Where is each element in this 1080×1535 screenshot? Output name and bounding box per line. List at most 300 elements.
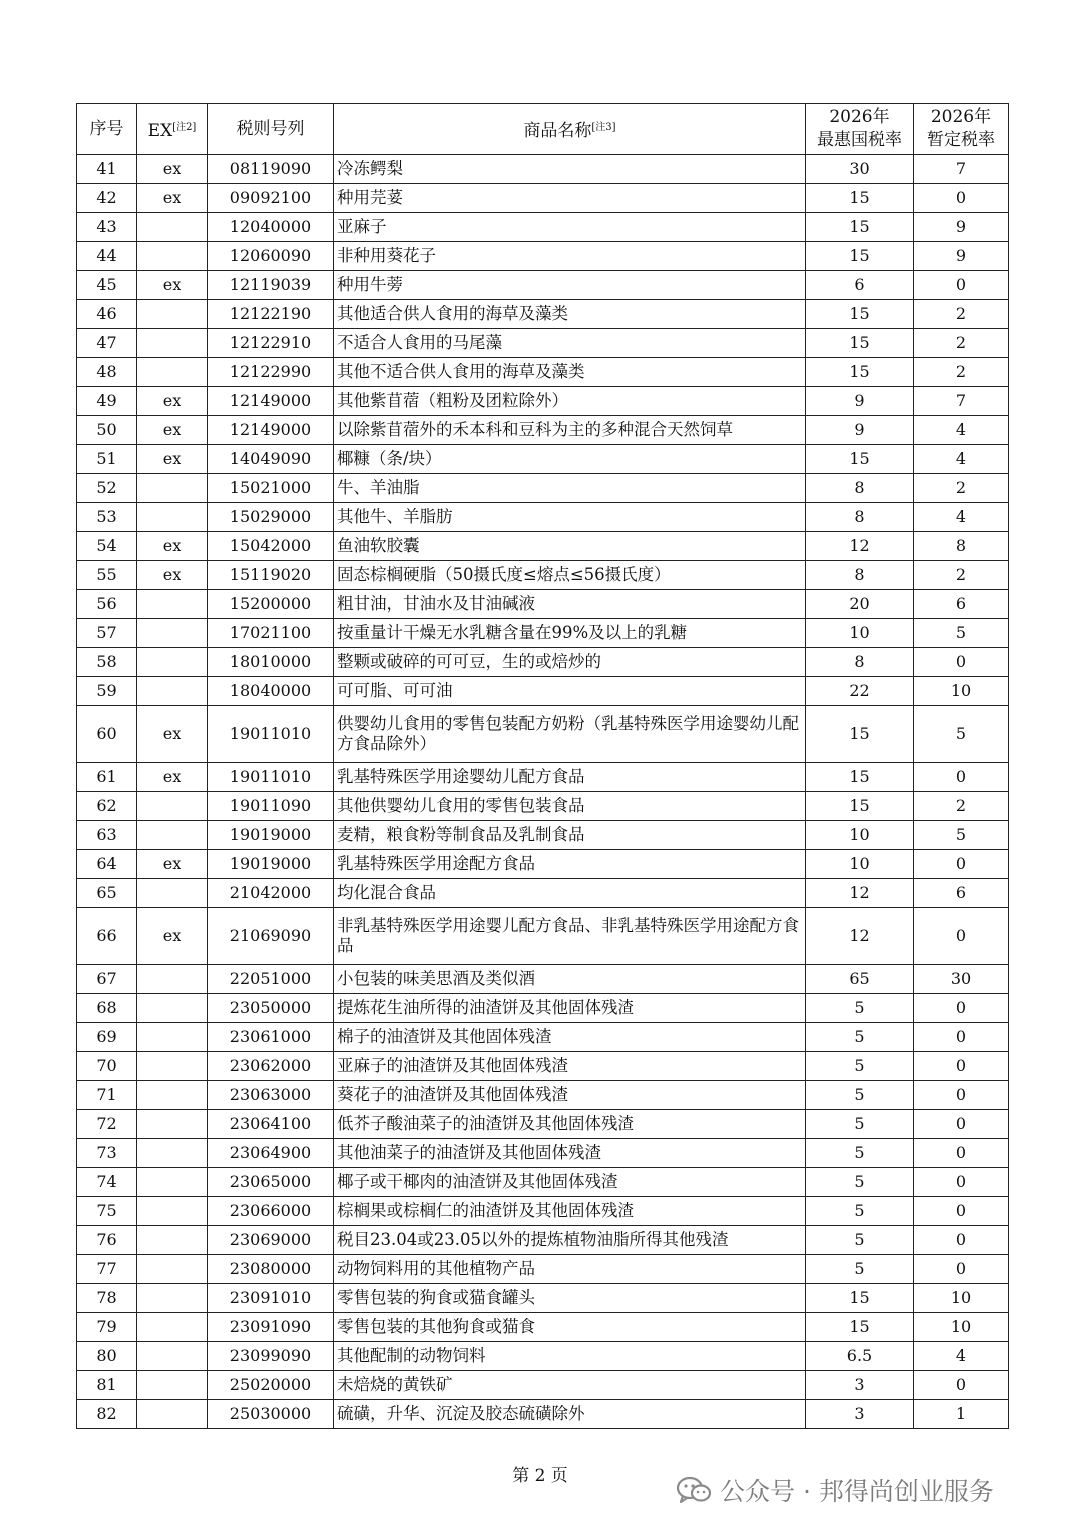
cell-commodity-name: 整颗或破碎的可可豆，生的或焙炒的 (334, 648, 806, 677)
cell-ex: ex (137, 155, 208, 184)
cell-mfn-rate: 8 (806, 474, 914, 503)
cell-seq: 76 (77, 1226, 137, 1255)
cell-tariff-code: 19011010 (208, 706, 334, 763)
cell-ex (137, 619, 208, 648)
table-row (77, 242, 1009, 271)
cell-tariff-code: 25030000 (208, 1400, 334, 1429)
cell-ex (137, 965, 208, 994)
cell-ex: ex (137, 850, 208, 879)
table-row (77, 1255, 1009, 1284)
cell-commodity-name: 亚麻子的油渣饼及其他固体残渣 (334, 1052, 806, 1081)
cell-mfn-rate: 15 (806, 242, 914, 271)
table-header-row (77, 104, 1009, 155)
cell-provisional-rate: 2 (914, 329, 1009, 358)
cell-provisional-rate: 5 (914, 706, 1009, 763)
cell-tariff-code: 19019000 (208, 821, 334, 850)
cell-ex (137, 1168, 208, 1197)
cell-mfn-rate: 8 (806, 503, 914, 532)
cell-seq: 81 (77, 1371, 137, 1400)
cell-ex (137, 1255, 208, 1284)
cell-mfn-rate: 15 (806, 300, 914, 329)
cell-provisional-rate: 6 (914, 590, 1009, 619)
cell-provisional-rate: 0 (914, 908, 1009, 965)
cell-tariff-code: 23050000 (208, 994, 334, 1023)
cell-ex (137, 1371, 208, 1400)
table-row (77, 1052, 1009, 1081)
table-row (77, 994, 1009, 1023)
cell-tariff-code: 23091090 (208, 1313, 334, 1342)
cell-mfn-rate: 6.5 (806, 1342, 914, 1371)
cell-provisional-rate: 5 (914, 821, 1009, 850)
cell-commodity-name: 种用牛蒡 (334, 271, 806, 300)
cell-commodity-name: 均化混合食品 (334, 879, 806, 908)
cell-commodity-name: 供婴幼儿食用的零售包装配方奶粉（乳基特殊医学用途婴幼儿配方食品除外） (334, 706, 806, 763)
table-row (77, 1400, 1009, 1429)
cell-seq: 42 (77, 184, 137, 213)
cell-mfn-rate: 9 (806, 387, 914, 416)
cell-commodity-name: 其他牛、羊脂肪 (334, 503, 806, 532)
cell-seq: 56 (77, 590, 137, 619)
table-row (77, 329, 1009, 358)
cell-mfn-rate: 10 (806, 821, 914, 850)
cell-provisional-rate: 0 (914, 1139, 1009, 1168)
table-row (77, 358, 1009, 387)
cell-tariff-code: 23064100 (208, 1110, 334, 1139)
cell-commodity-name: 粗甘油，甘油水及甘油碱液 (334, 590, 806, 619)
header-ex-note: [注2] (172, 121, 197, 133)
header-name-note: [注3] (591, 121, 616, 133)
cell-seq: 60 (77, 706, 137, 763)
cell-mfn-rate: 12 (806, 908, 914, 965)
cell-commodity-name: 种用芫荽 (334, 184, 806, 213)
table-row (77, 1342, 1009, 1371)
cell-mfn-rate: 15 (806, 763, 914, 792)
cell-provisional-rate: 10 (914, 677, 1009, 706)
cell-provisional-rate: 4 (914, 503, 1009, 532)
cell-provisional-rate: 0 (914, 1226, 1009, 1255)
cell-provisional-rate: 0 (914, 1168, 1009, 1197)
cell-seq: 78 (77, 1284, 137, 1313)
cell-ex (137, 329, 208, 358)
cell-mfn-rate: 15 (806, 445, 914, 474)
cell-provisional-rate: 0 (914, 271, 1009, 300)
cell-mfn-rate: 12 (806, 879, 914, 908)
cell-seq: 72 (77, 1110, 137, 1139)
cell-provisional-rate: 30 (914, 965, 1009, 994)
table-row (77, 184, 1009, 213)
cell-ex (137, 242, 208, 271)
cell-mfn-rate: 15 (806, 1284, 914, 1313)
watermark-text: 公众号 · 邦得尚创业服务 (720, 1477, 994, 1506)
table-row (77, 1168, 1009, 1197)
table-row (77, 445, 1009, 474)
cell-commodity-name: 可可脂、可可油 (334, 677, 806, 706)
cell-ex (137, 792, 208, 821)
cell-ex (137, 1139, 208, 1168)
table-row (77, 879, 1009, 908)
cell-seq: 64 (77, 850, 137, 879)
cell-ex (137, 879, 208, 908)
cell-mfn-rate: 15 (806, 213, 914, 242)
cell-tariff-code: 14049090 (208, 445, 334, 474)
cell-mfn-rate: 5 (806, 994, 914, 1023)
cell-commodity-name: 非乳基特殊医学用途婴儿配方食品、非乳基特殊医学用途配方食品 (334, 908, 806, 965)
cell-ex: ex (137, 561, 208, 590)
cell-tariff-code: 21069090 (208, 908, 334, 965)
cell-seq: 57 (77, 619, 137, 648)
cell-seq: 79 (77, 1313, 137, 1342)
table-row (77, 763, 1009, 792)
cell-ex (137, 821, 208, 850)
cell-commodity-name: 税目23.04或23.05以外的提炼植物油脂所得其他残渣 (334, 1226, 806, 1255)
cell-seq: 77 (77, 1255, 137, 1284)
header-code: 税则号列 (208, 104, 334, 155)
cell-commodity-name: 其他供婴幼儿食用的零售包装食品 (334, 792, 806, 821)
table-row (77, 1226, 1009, 1255)
table-row (77, 821, 1009, 850)
cell-provisional-rate: 2 (914, 792, 1009, 821)
cell-commodity-name: 固态棕榈硬脂（50摄氏度≤熔点≤56摄氏度） (334, 561, 806, 590)
cell-commodity-name: 零售包装的其他狗食或猫食 (334, 1313, 806, 1342)
cell-commodity-name: 小包装的味美思酒及类似酒 (334, 965, 806, 994)
cell-tariff-code: 17021100 (208, 619, 334, 648)
cell-tariff-code: 23063000 (208, 1081, 334, 1110)
cell-mfn-rate: 65 (806, 965, 914, 994)
cell-tariff-code: 23065000 (208, 1168, 334, 1197)
cell-seq: 66 (77, 908, 137, 965)
cell-ex (137, 677, 208, 706)
cell-commodity-name: 动物饲料用的其他植物产品 (334, 1255, 806, 1284)
cell-tariff-code: 23080000 (208, 1255, 334, 1284)
cell-tariff-code: 23091010 (208, 1284, 334, 1313)
cell-seq: 51 (77, 445, 137, 474)
cell-provisional-rate: 8 (914, 532, 1009, 561)
cell-ex: ex (137, 416, 208, 445)
cell-ex (137, 213, 208, 242)
cell-tariff-code: 23061000 (208, 1023, 334, 1052)
cell-ex: ex (137, 908, 208, 965)
cell-seq: 46 (77, 300, 137, 329)
cell-mfn-rate: 5 (806, 1197, 914, 1226)
cell-provisional-rate: 0 (914, 1371, 1009, 1400)
cell-seq: 74 (77, 1168, 137, 1197)
cell-ex (137, 503, 208, 532)
cell-provisional-rate: 2 (914, 358, 1009, 387)
cell-seq: 47 (77, 329, 137, 358)
cell-mfn-rate: 5 (806, 1226, 914, 1255)
cell-commodity-name: 棉子的油渣饼及其他固体残渣 (334, 1023, 806, 1052)
cell-tariff-code: 25020000 (208, 1371, 334, 1400)
cell-ex (137, 474, 208, 503)
cell-mfn-rate: 8 (806, 648, 914, 677)
cell-ex (137, 1284, 208, 1313)
cell-tariff-code: 12149000 (208, 416, 334, 445)
cell-tariff-code: 18040000 (208, 677, 334, 706)
table-row (77, 300, 1009, 329)
table-row (77, 792, 1009, 821)
cell-provisional-rate: 9 (914, 242, 1009, 271)
cell-ex (137, 1226, 208, 1255)
cell-mfn-rate: 6 (806, 271, 914, 300)
cell-ex (137, 590, 208, 619)
cell-provisional-rate: 0 (914, 1197, 1009, 1226)
cell-mfn-rate: 5 (806, 1255, 914, 1284)
cell-provisional-rate: 4 (914, 445, 1009, 474)
cell-provisional-rate: 5 (914, 619, 1009, 648)
table-row (77, 1371, 1009, 1400)
cell-seq: 43 (77, 213, 137, 242)
cell-mfn-rate: 5 (806, 1081, 914, 1110)
cell-mfn-rate: 12 (806, 532, 914, 561)
cell-seq: 55 (77, 561, 137, 590)
cell-provisional-rate: 0 (914, 1110, 1009, 1139)
cell-ex (137, 1052, 208, 1081)
table-row (77, 532, 1009, 561)
table-row (77, 503, 1009, 532)
cell-seq: 54 (77, 532, 137, 561)
cell-provisional-rate: 7 (914, 155, 1009, 184)
cell-mfn-rate: 10 (806, 619, 914, 648)
cell-tariff-code: 23066000 (208, 1197, 334, 1226)
cell-ex: ex (137, 706, 208, 763)
cell-ex: ex (137, 271, 208, 300)
cell-seq: 62 (77, 792, 137, 821)
cell-seq: 71 (77, 1081, 137, 1110)
cell-ex: ex (137, 387, 208, 416)
header-mfn-rate: 2026年 最惠国税率 (806, 104, 914, 155)
cell-mfn-rate: 3 (806, 1371, 914, 1400)
tariff-table (76, 103, 1009, 1429)
cell-tariff-code: 15119020 (208, 561, 334, 590)
cell-ex: ex (137, 184, 208, 213)
cell-seq: 53 (77, 503, 137, 532)
cell-mfn-rate: 30 (806, 155, 914, 184)
cell-provisional-rate: 10 (914, 1284, 1009, 1313)
cell-commodity-name: 硫磺，升华、沉淀及胶态硫磺除外 (334, 1400, 806, 1429)
cell-mfn-rate: 5 (806, 1139, 914, 1168)
cell-tariff-code: 12122190 (208, 300, 334, 329)
cell-seq: 58 (77, 648, 137, 677)
cell-ex (137, 358, 208, 387)
cell-tariff-code: 23062000 (208, 1052, 334, 1081)
cell-tariff-code: 23069000 (208, 1226, 334, 1255)
cell-provisional-rate: 0 (914, 850, 1009, 879)
table-row (77, 590, 1009, 619)
cell-seq: 61 (77, 763, 137, 792)
watermark (676, 1472, 994, 1508)
cell-commodity-name: 不适合人食用的马尾藻 (334, 329, 806, 358)
table-row (77, 677, 1009, 706)
cell-commodity-name: 非种用葵花子 (334, 242, 806, 271)
cell-mfn-rate: 20 (806, 590, 914, 619)
table-row (77, 416, 1009, 445)
cell-tariff-code: 12149000 (208, 387, 334, 416)
cell-mfn-rate: 15 (806, 1313, 914, 1342)
table-row (77, 850, 1009, 879)
cell-seq: 82 (77, 1400, 137, 1429)
cell-commodity-name: 麦精，粮食粉等制食品及乳制食品 (334, 821, 806, 850)
cell-provisional-rate: 0 (914, 1023, 1009, 1052)
cell-mfn-rate: 15 (806, 184, 914, 213)
cell-tariff-code: 12122910 (208, 329, 334, 358)
cell-seq: 49 (77, 387, 137, 416)
table-row (77, 1197, 1009, 1226)
cell-commodity-name: 椰子或干椰肉的油渣饼及其他固体残渣 (334, 1168, 806, 1197)
table-row (77, 1313, 1009, 1342)
table-row (77, 387, 1009, 416)
cell-commodity-name: 椰糠（条/块） (334, 445, 806, 474)
cell-ex (137, 648, 208, 677)
cell-provisional-rate: 1 (914, 1400, 1009, 1429)
cell-seq: 67 (77, 965, 137, 994)
table-row (77, 648, 1009, 677)
table-row (77, 1110, 1009, 1139)
table-row (77, 1023, 1009, 1052)
cell-seq: 48 (77, 358, 137, 387)
cell-provisional-rate: 0 (914, 1052, 1009, 1081)
cell-seq: 75 (77, 1197, 137, 1226)
cell-commodity-name: 其他紫苜蓿（粗粉及团粒除外） (334, 387, 806, 416)
cell-provisional-rate: 4 (914, 416, 1009, 445)
cell-ex (137, 1313, 208, 1342)
cell-tariff-code: 09092100 (208, 184, 334, 213)
cell-tariff-code: 15200000 (208, 590, 334, 619)
cell-ex (137, 1081, 208, 1110)
header-ex: EX[注2] (137, 104, 208, 155)
cell-provisional-rate: 7 (914, 387, 1009, 416)
cell-seq: 52 (77, 474, 137, 503)
cell-mfn-rate: 8 (806, 561, 914, 590)
table-row (77, 155, 1009, 184)
cell-commodity-name: 零售包装的狗食或猫食罐头 (334, 1284, 806, 1313)
cell-tariff-code: 15042000 (208, 532, 334, 561)
cell-provisional-rate: 10 (914, 1313, 1009, 1342)
cell-ex: ex (137, 532, 208, 561)
cell-tariff-code: 19011010 (208, 763, 334, 792)
table-row (77, 1139, 1009, 1168)
cell-tariff-code: 12040000 (208, 213, 334, 242)
cell-seq: 68 (77, 994, 137, 1023)
cell-commodity-name: 其他配制的动物饲料 (334, 1342, 806, 1371)
header-name: 商品名称[注3] (334, 104, 806, 155)
table-row (77, 1081, 1009, 1110)
cell-mfn-rate: 15 (806, 358, 914, 387)
cell-mfn-rate: 9 (806, 416, 914, 445)
table-body (77, 155, 1009, 1429)
cell-provisional-rate: 0 (914, 763, 1009, 792)
cell-provisional-rate: 2 (914, 300, 1009, 329)
cell-seq: 73 (77, 1139, 137, 1168)
header-seq: 序号 (77, 104, 137, 155)
cell-provisional-rate: 0 (914, 1255, 1009, 1284)
table-row (77, 474, 1009, 503)
cell-seq: 69 (77, 1023, 137, 1052)
cell-mfn-rate: 5 (806, 1052, 914, 1081)
cell-commodity-name: 其他适合供人食用的海草及藻类 (334, 300, 806, 329)
cell-ex: ex (137, 763, 208, 792)
table-row (77, 1284, 1009, 1313)
cell-tariff-code: 22051000 (208, 965, 334, 994)
cell-commodity-name: 提炼花生油所得的油渣饼及其他固体残渣 (334, 994, 806, 1023)
cell-ex (137, 994, 208, 1023)
cell-mfn-rate: 3 (806, 1400, 914, 1429)
cell-commodity-name: 按重量计干燥无水乳糖含量在99%及以上的乳糖 (334, 619, 806, 648)
table-row (77, 213, 1009, 242)
table-row (77, 561, 1009, 590)
cell-tariff-code: 12060090 (208, 242, 334, 271)
cell-commodity-name: 其他油菜子的油渣饼及其他固体残渣 (334, 1139, 806, 1168)
cell-provisional-rate: 0 (914, 994, 1009, 1023)
cell-tariff-code: 23099090 (208, 1342, 334, 1371)
cell-tariff-code: 21042000 (208, 879, 334, 908)
cell-commodity-name: 棕榈果或棕榈仁的油渣饼及其他固体残渣 (334, 1197, 806, 1226)
cell-tariff-code: 12122990 (208, 358, 334, 387)
cell-ex (137, 1023, 208, 1052)
cell-tariff-code: 15021000 (208, 474, 334, 503)
cell-mfn-rate: 15 (806, 706, 914, 763)
page-number: 第 2 页 (512, 1466, 568, 1486)
cell-commodity-name: 其他不适合供人食用的海草及藻类 (334, 358, 806, 387)
cell-ex: ex (137, 445, 208, 474)
cell-commodity-name: 乳基特殊医学用途婴幼儿配方食品 (334, 763, 806, 792)
table-row (77, 619, 1009, 648)
cell-seq: 63 (77, 821, 137, 850)
cell-tariff-code: 23064900 (208, 1139, 334, 1168)
cell-tariff-code: 08119090 (208, 155, 334, 184)
table-row (77, 965, 1009, 994)
cell-commodity-name: 乳基特殊医学用途配方食品 (334, 850, 806, 879)
cell-commodity-name: 亚麻子 (334, 213, 806, 242)
cell-tariff-code: 19019000 (208, 850, 334, 879)
cell-tariff-code: 15029000 (208, 503, 334, 532)
cell-mfn-rate: 15 (806, 792, 914, 821)
cell-ex (137, 1110, 208, 1139)
cell-seq: 45 (77, 271, 137, 300)
cell-provisional-rate: 2 (914, 561, 1009, 590)
cell-mfn-rate: 5 (806, 1168, 914, 1197)
cell-mfn-rate: 10 (806, 850, 914, 879)
cell-seq: 80 (77, 1342, 137, 1371)
cell-seq: 44 (77, 242, 137, 271)
table-row (77, 908, 1009, 965)
header-provisional-rate: 2026年 暂定税率 (914, 104, 1009, 155)
cell-tariff-code: 19011090 (208, 792, 334, 821)
cell-mfn-rate: 15 (806, 329, 914, 358)
cell-seq: 65 (77, 879, 137, 908)
cell-mfn-rate: 5 (806, 1110, 914, 1139)
cell-provisional-rate: 9 (914, 213, 1009, 242)
cell-commodity-name: 鱼油软胶囊 (334, 532, 806, 561)
cell-provisional-rate: 0 (914, 184, 1009, 213)
wechat-icon (676, 1476, 712, 1504)
cell-commodity-name: 低芥子酸油菜子的油渣饼及其他固体残渣 (334, 1110, 806, 1139)
table-row (77, 706, 1009, 763)
cell-commodity-name: 牛、羊油脂 (334, 474, 806, 503)
cell-commodity-name: 葵花子的油渣饼及其他固体残渣 (334, 1081, 806, 1110)
cell-commodity-name: 未焙烧的黄铁矿 (334, 1371, 806, 1400)
cell-mfn-rate: 5 (806, 1023, 914, 1052)
cell-commodity-name: 冷冻鳄梨 (334, 155, 806, 184)
cell-seq: 59 (77, 677, 137, 706)
cell-seq: 70 (77, 1052, 137, 1081)
cell-commodity-name: 以除紫苜蓿外的禾本科和豆科为主的多种混合天然饲草 (334, 416, 806, 445)
cell-ex (137, 1342, 208, 1371)
cell-provisional-rate: 4 (914, 1342, 1009, 1371)
cell-provisional-rate: 0 (914, 1081, 1009, 1110)
cell-provisional-rate: 2 (914, 474, 1009, 503)
cell-seq: 41 (77, 155, 137, 184)
cell-ex (137, 1197, 208, 1226)
